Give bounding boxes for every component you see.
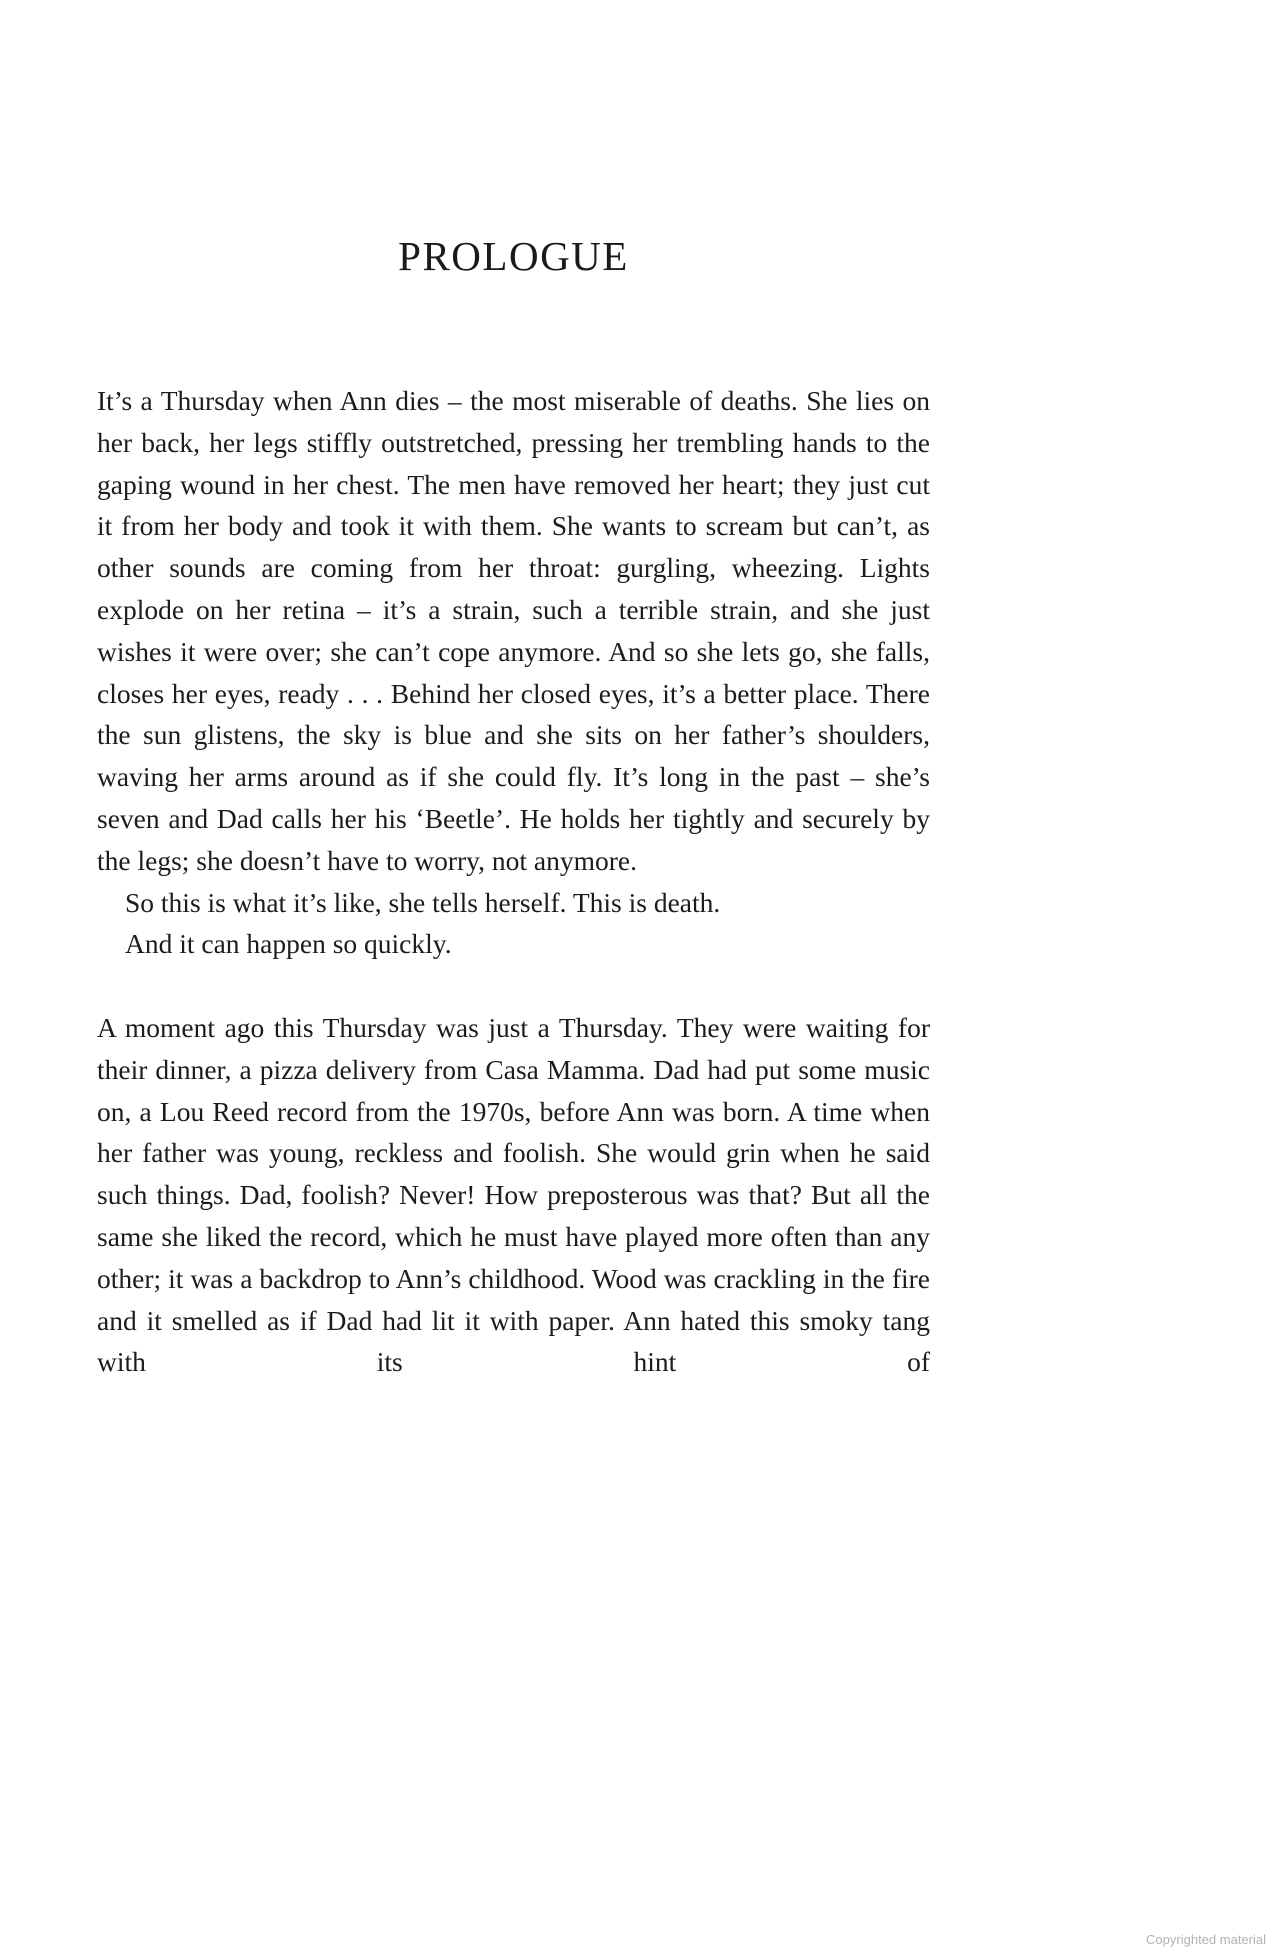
- paragraph-indented: So this is what it’s like, she tells herself. This is death.: [125, 886, 721, 918]
- copyright-watermark: Copyrighted material: [1146, 1932, 1266, 1947]
- chapter-title: PROLOGUE: [398, 233, 629, 279]
- paragraph-opening: It’s a Thursday when Ann dies – the most miserable of deaths. She lies on her back, her legs stiffly outstretched, pressing her trembling hands to the gaping wound in her chest. The men have removed her heart; they just cut it from her body and took it with them. She wants to scream but can’t, as other sounds are coming from her throat: gurgling, wheezing. Lights explode on her retina – it’s a strain, such a terrible strain, and she just wishes it were over; she can’t cope anymore. And so she lets go, she falls, closes her eyes, ready . . . Behind her closed eyes, it’s a better place. There the sun glistens, the sky is blue and she sits on her father’s shoulders, waving her arms around as if she could fly. It’s long in the past – she’s seven and Dad calls her his ‘Beetle’. He holds her tightly and securely by the legs; she doesn’t have to worry, not anymore.: [97, 385, 930, 876]
- paragraph-new-section: A moment ago this Thursday was just a Thursday. They were waiting for their dinner, a pizza delivery from Casa Mamma. Dad had put some music on, a Lou Reed record from the 1970s, before Ann was born. A time when her father was young, reckless and foolish. She would grin when he said such things. Dad, foolish? Never! How preposterous was that? But all the same she liked the record, which he must have played more often than any other; it was a backdrop to Ann’s childhood. Wood was crackling in the fire and it smelled as if Dad had lit it with paper. Ann hated this smoky tang with its hint of: [97, 1011, 930, 1378]
- book-page: [97, 0, 930, 1383]
- body-text: [97, 380, 930, 1383]
- paragraph-indented: And it can happen so quickly.: [125, 928, 452, 960]
